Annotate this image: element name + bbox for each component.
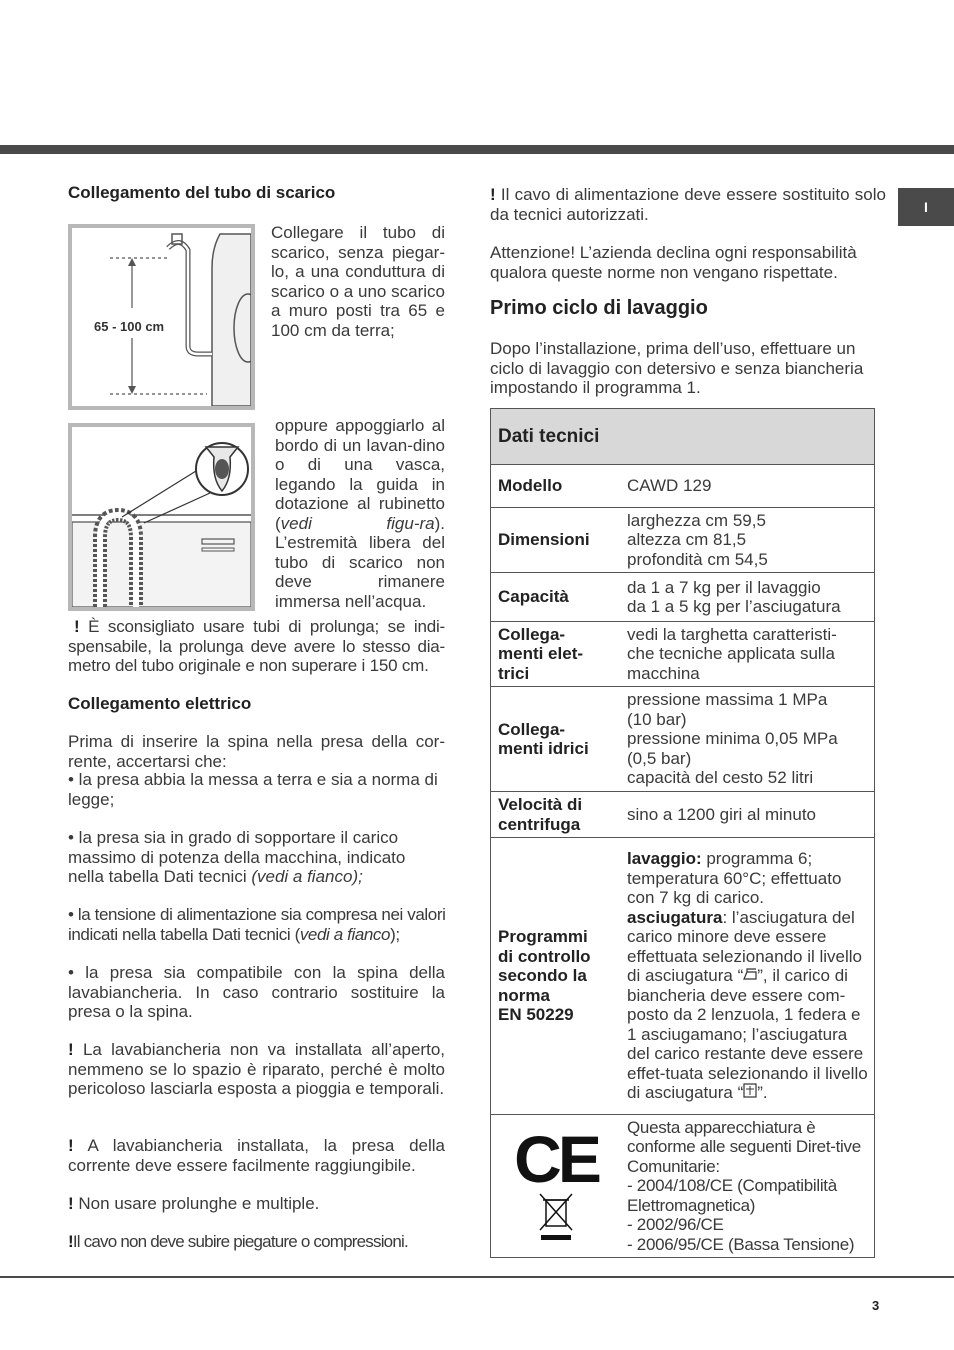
drain-paragraph-2-ref: vedi figu-ra [280, 513, 435, 533]
warning-outdoor [68, 1040, 445, 1099]
drain-paragraph-1: Collegare il tubo di scarico, senza piegar-lo, a una conduttura di scarico o a uno scarico a muro posti tra 65 e 100 cm da terra; [271, 223, 445, 340]
row-value: sino a 1200 giri al minuto [621, 792, 875, 838]
language-tab: I [898, 188, 954, 226]
electrical-intro: Prima di inserire la spina nella presa della cor-rente, accertarsi che: [68, 732, 445, 771]
drain-paragraph-2-a: oppure appoggiarlo al bordo di un lavan-dino o di una vasca, legando la guida in dotazione al rubinetto ( [275, 416, 445, 533]
wash-text: programma 6; temperatura 60°C; effettuato con 7 kg di carico. [627, 849, 842, 908]
ce-cell [491, 1115, 622, 1258]
bullet-voltage [68, 905, 448, 944]
table-row-ce [491, 1115, 875, 1258]
dry-text-2: ”, il carico di biancheria deve essere com-posto da 2 lenzuola, 1 federa e 1 asciugamano; l’asciugatura del carico restante deve essere effet-tuata selezionando il livello di asciugatura “ [627, 966, 868, 1103]
warning-extensions-text: Non usare prolunghe e multiple. [78, 1194, 320, 1213]
bullet-plug: • la presa sia compatibile con la spina della lavabiancheria. In caso contrario sostituire la presa o la spina. [68, 963, 445, 1021]
technical-data-table [490, 408, 875, 1258]
row-key: Collega- menti idrici [491, 687, 622, 792]
warning-extensions [68, 1194, 445, 1214]
row-key: Dimensioni [491, 508, 622, 573]
dry-text-end: ”. [757, 1083, 768, 1103]
dry-label: asciugatura [627, 907, 723, 927]
table-row [491, 687, 875, 792]
sink-hose-illustration [72, 427, 251, 607]
warning-mark: ! [74, 617, 80, 636]
bullet-voltage-ref: vedi a fianco [299, 924, 391, 944]
first-wash-paragraph: Dopo l’installazione, prima dell’uso, effettuare un ciclo di lavaggio con detersivo e senza biancheria impostando il programma 1. [490, 339, 864, 397]
bullet-load [68, 828, 445, 887]
row-key: Capacità [491, 573, 622, 622]
row-value: CAWD 129 [621, 465, 875, 508]
page-number: 3 [872, 1298, 880, 1313]
warning-outdoor-text: La lavabiancheria non va installata all’aperto, nemmeno se lo spazio è riparato, perché è molto pericoloso lasciarla esposta a pioggia e temporali. [68, 1040, 445, 1098]
bullet-load-ref: (vedi a fianco); [251, 867, 363, 886]
warning-cable-replace-text: Il cavo di alimentazione deve essere sostituito solo da tecnici autorizzati. [490, 185, 886, 224]
bullet-load-text: • la presa sia in grado di sopportare il carico massimo di potenza della macchina, indicato nella tabella Dati tecnici [68, 828, 406, 886]
row-value: pressione massima 1 MPa (10 bar) pressione minima 0,05 MPa (0,5 bar) capacità del cesto 52 litri [621, 687, 875, 792]
row-value [621, 838, 875, 1115]
ce-mark: CE [514, 1121, 598, 1196]
heading-first-wash: Primo ciclo di lavaggio [490, 297, 708, 319]
attention-paragraph: Attenzione! L’azienda declina ogni responsabilità qualora queste norme non vengano rispettate. [490, 243, 857, 282]
bullet-voltage-end: ); [390, 924, 400, 944]
warning-cable-bend-text: Il cavo non deve subire piegature o compressioni. [72, 1232, 408, 1251]
warning-cable-replace [490, 185, 886, 224]
warning-socket-text: A lavabiancheria installata, la presa della corrente deve essere facilmente raggiungibile. [68, 1136, 445, 1175]
heading-drain-hose: Collegamento del tubo di scarico [68, 183, 336, 202]
table-row [491, 622, 875, 687]
height-range-label: 65 - 100 cm [94, 319, 165, 334]
bullet-voltage-text: • la tensione di alimentazione sia compresa nei valori indicati nella tabella Dati tecnici ( [68, 905, 446, 944]
dry-text: : l’asciugatura del carico minore deve essere effettuata selezionando il livello di asciugatura “ [627, 907, 863, 986]
warning-extension-text: È sconsigliato usare tubi di prolunga; se indi-spensabile, la prolunga deve avere lo stesso dia-metro del tubo originale e non superare i 150 cm. [68, 617, 445, 675]
row-value: vedi la targhetta caratteristi- che tecniche applicata sulla macchina [621, 622, 875, 687]
warning-mark: ! [68, 1040, 74, 1059]
warning-mark: ! [68, 1194, 74, 1213]
header-bar [0, 145, 954, 154]
warning-mark: ! [68, 1232, 73, 1251]
row-key: Collega- menti elet- trici [491, 622, 622, 687]
row-key: Modello [491, 465, 622, 508]
cupboard-dry-icon [743, 1083, 757, 1098]
iron-dry-icon [743, 968, 757, 981]
heading-electrical: Collegamento elettrico [68, 694, 252, 713]
row-key: Velocità di centrifuga [491, 792, 622, 838]
row-value: da 1 a 7 kg per il lavaggio da 1 a 5 kg per l’asciugatura [621, 573, 875, 622]
warning-extension [68, 617, 445, 676]
sink-hose-figure [68, 423, 255, 611]
drain-paragraph-2-b: ). L’estremità libera del tubo di scarico non deve rimanere immersa nell’acqua. [275, 513, 445, 611]
row-value: larghezza cm 59,5 altezza cm 81,5 profondità cm 54,5 [621, 508, 875, 573]
table-row [491, 573, 875, 622]
bullet-earth: • la presa abbia la messa a terra e sia a norma di legge; [68, 770, 438, 809]
wash-label: lavaggio: [627, 849, 702, 869]
table-row-programs [491, 838, 875, 1115]
warning-mark: ! [490, 185, 496, 204]
table-header-row [491, 409, 875, 465]
drain-paragraph-2 [275, 416, 445, 611]
table-row [491, 508, 875, 573]
drain-hose-illustration [72, 228, 251, 406]
row-key: Programmi di controllo secondo la norma EN 50229 [491, 838, 622, 1115]
weee-bin-icon [536, 1192, 576, 1242]
ce-text: Questa apparecchiatura è conforme alle seguenti Diret-tive Comunitarie: - 2004/108/CE (Compatibilità Elettromagnetica) - 2002/96/CE - 2006/95/CE (Bassa Tensione) [621, 1115, 875, 1258]
table-title: Dati tecnici [491, 409, 875, 465]
warning-mark: ! [68, 1136, 74, 1155]
drain-height-figure [68, 224, 255, 410]
table-row [491, 792, 875, 838]
table-row [491, 465, 875, 508]
warning-cable-bend [68, 1232, 453, 1252]
footer-line [0, 1276, 954, 1278]
warning-socket [68, 1136, 445, 1175]
